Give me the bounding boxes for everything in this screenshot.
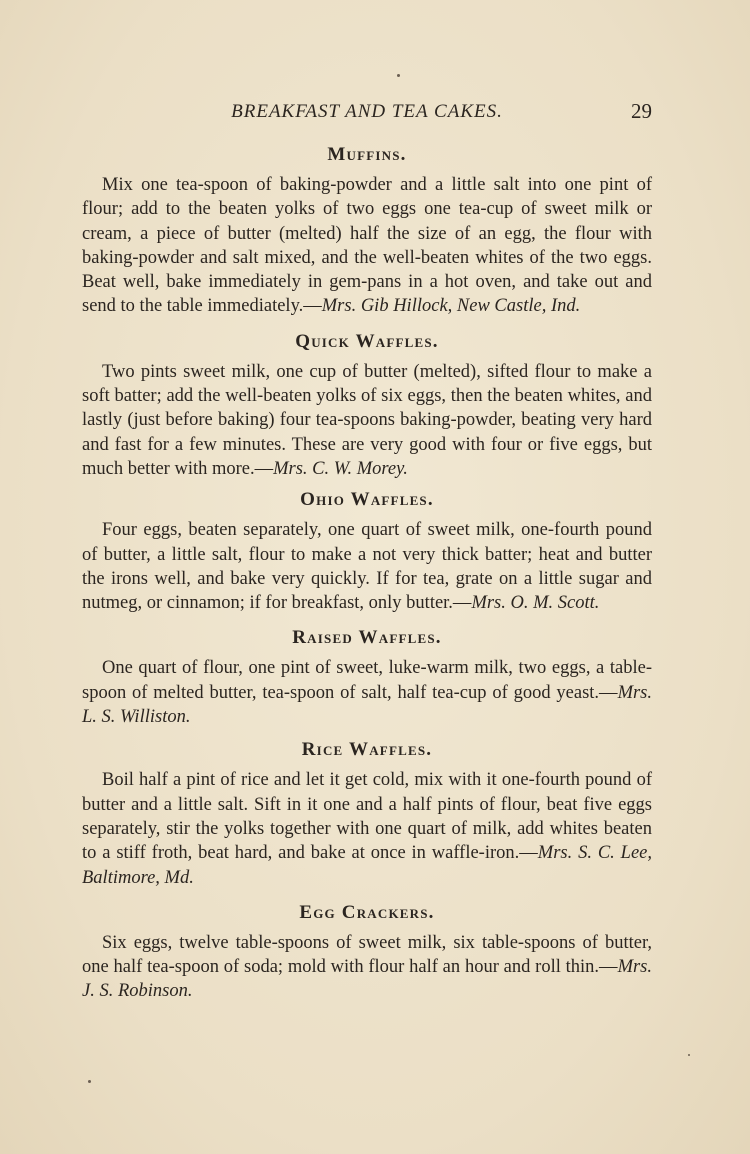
ink-speck — [88, 1080, 91, 1083]
recipe-title: Quick Waffles. — [295, 330, 439, 352]
recipe-text: Four eggs, beaten separately, one quart of sweet milk, one-fourth pound of butter, a little salt, flour to make a not very thick batter; heat and butter the irons well, and bake very quickly. If for tea, grate on a little sugar and nutmeg, or cinnamon; if for breakfast, only butter.— — [82, 520, 652, 614]
recipe-body — [82, 518, 652, 615]
recipe-rice-waffles — [82, 737, 652, 889]
recipe-title: Ohio Waffles. — [300, 489, 434, 511]
recipe-egg-crackers — [82, 900, 652, 1004]
recipe-text: Mix one tea-spoon of baking-powder and a little salt into one pint of flour; add to the beaten yolks of two eggs one tea-cup of sweet milk or cream, a piece of butter (melted) half the size of an egg, the flour with baking-powder and salt mixed, and the well-beaten whites of the two eggs. Beat well, bake immediately in gem-pans in a hot oven, and take out and send to the table immediately.— — [82, 175, 652, 317]
page-header — [82, 98, 652, 128]
recipe-title: Rice Waffles. — [301, 739, 433, 761]
ink-speck — [397, 74, 400, 77]
recipe-muffins — [82, 142, 652, 319]
recipe-text: Two pints sweet milk, one cup of butter (melted), sifted flour to make a soft batter; add the well-beaten yolks of six eggs, then the beaten whites, and lastly (just before baking) four tea-spoons baking-powder, beating very hard and fast for a few minutes. These are very good with four or five eggs, but much better with more.— — [82, 361, 652, 479]
recipe-credit: Mrs. S. C. Lee, Baltimore, Md. — [82, 843, 652, 888]
recipe-body — [82, 768, 652, 889]
recipe-body — [82, 656, 652, 729]
recipe-credit: Mrs. L. S. Williston. — [82, 682, 652, 728]
recipe-credit: Mrs. C. W. Morey. — [273, 458, 408, 479]
recipe-credit: Mrs. J. S. Robinson. — [82, 957, 652, 1002]
recipe-body — [82, 360, 652, 481]
recipe-text: One quart of flour, one pint of sweet, luke-warm milk, two eggs, a table-spoon of melted butter, tea-spoon of salt, half tea-cup of good yeast.— — [82, 658, 652, 703]
recipe-title: Egg Crackers. — [299, 901, 435, 923]
recipe-quick-waffles — [82, 329, 652, 481]
ink-speck — [688, 1054, 690, 1056]
recipe-title: Muffins. — [327, 144, 407, 165]
recipe-text: Boil half a pint of rice and let it get cold, mix with it one-fourth pound of butter and a little salt. Sift in it one and a half pints of flour, beat five eggs separately, stir the yolks together with one quart of milk, add whites beaten to a stiff froth, beat hard, and bake at once in waffle-iron.— — [82, 770, 652, 864]
recipe-body — [82, 931, 652, 1004]
recipe-body — [82, 173, 652, 319]
recipe-title: Raised Waffles. — [292, 627, 442, 649]
recipe-raised-waffles — [82, 625, 652, 729]
recipe-text: Six eggs, twelve table-spoons of sweet milk, six table-spoons of butter, one half tea-spoon of soda; mold with flour half an hour and roll thin.— — [82, 932, 652, 978]
page-content — [82, 142, 652, 1004]
recipe-credit: Mrs. Gib Hillock, New Castle, Ind. — [321, 296, 581, 317]
recipe-credit: Mrs. O. M. Scott. — [471, 593, 600, 614]
running-title: BREAKFAST AND TEA CAKES. — [231, 101, 503, 122]
page-number: 29 — [631, 99, 652, 123]
recipe-ohio-waffles — [82, 487, 652, 615]
